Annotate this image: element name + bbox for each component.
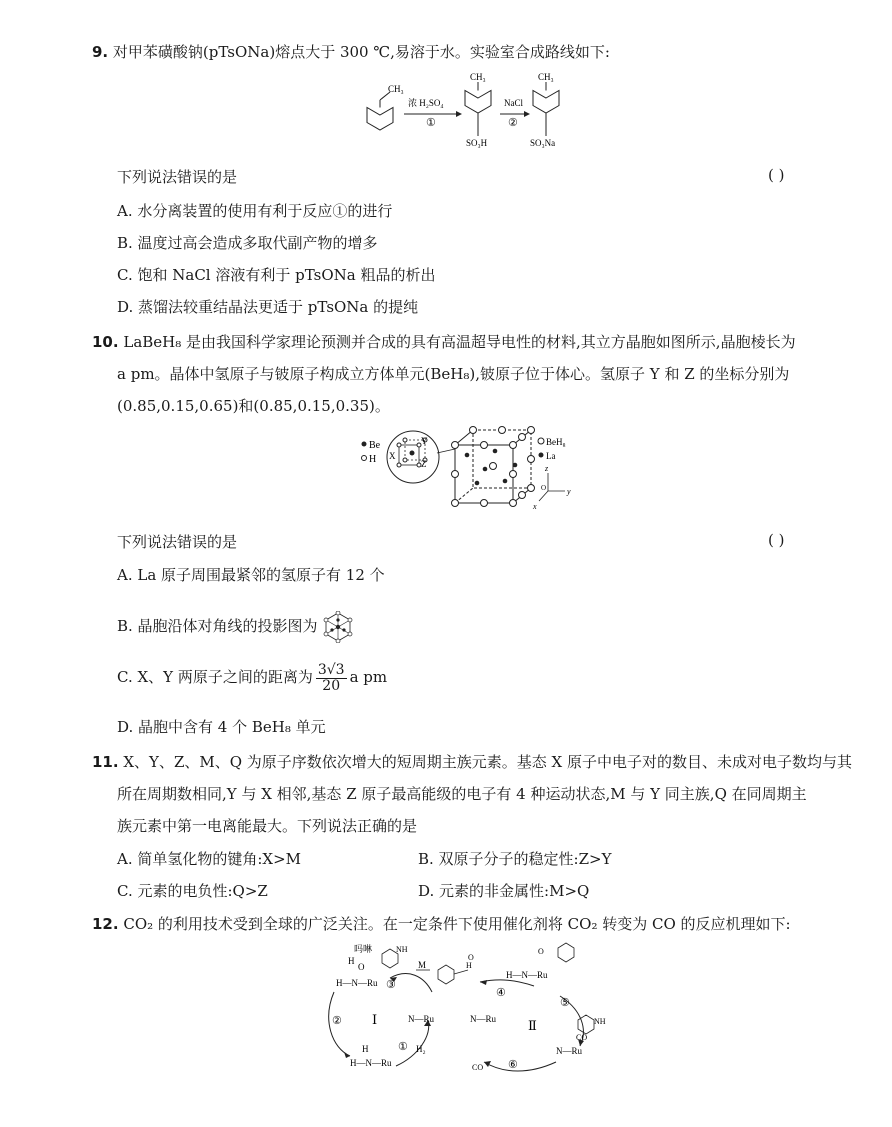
question-stem: 对甲苯磺酸钠(pTsONa)熔点大于 300 ℃,易溶于水。实验室合成路线如下: [112,43,610,61]
n-ru-1: N—Ru [408,1014,435,1024]
nh-label: NH [396,945,408,954]
coordinate-axes [532,464,571,511]
reagent-nacl: NaCl [504,98,523,108]
reagent-h2so4: 浓 H₂SO₄ [408,98,444,108]
q10-prompt: 下列说法错误的是 [117,533,238,551]
mechanism-figure [320,940,610,1078]
step-2: ② [332,1015,342,1027]
legend-h: H [369,454,377,465]
m-label: M [418,960,427,970]
axis-y-label: y [567,487,571,496]
projection-hexagon-icon [322,611,354,643]
legend-be: Be [369,440,381,451]
so3na-label: SO₃Na [530,138,556,148]
toluene-structure [367,84,404,130]
question-stem: LaBeH₈ 是由我国科学家理论预测并合成的具有高温超导电性的材料,其立方晶胞如图所示,晶胞棱长为 [123,333,796,351]
q10-option-a[interactable]: A. La 原子周围最紧邻的氢原子有 12 个 [117,566,385,584]
hn-ru-2: H—N—Ru [350,1058,392,1068]
step-5: ⑤ [560,997,570,1009]
q11-option-b[interactable]: B. 双原子分子的稳定性:Z>Y [418,850,612,868]
step-1-label: ① [426,117,436,129]
step-6: ⑥ [508,1059,518,1071]
q10-stem-line-3: (0.85,0.15,0.65)和(0.85,0.15,0.35)。 [117,397,390,415]
ch3-label: CH₃ [388,84,404,94]
cycle-1-label: Ⅰ [372,1012,378,1027]
legend-beh8: BeH₈ [546,437,566,447]
nh-label: NH [594,1017,606,1026]
h-label: H [348,956,355,966]
step-3: ③ [386,979,396,991]
q11-option-d[interactable]: D. 元素的非金属性:M>Q [418,882,590,900]
o-label: O [538,947,544,956]
h-label: H [466,961,472,970]
q9-option-c[interactable]: C. 饱和 NaCl 溶液有利于 pTsONa 粗品的析出 [117,266,436,284]
unit-cell [452,427,535,507]
q10-option-d[interactable]: D. 晶胞中含有 4 个 BeH₈ 单元 [117,718,326,736]
axis-x-label: x [533,502,537,511]
q9-prompt: 下列说法错误的是 [117,168,238,186]
option-text: a pm [349,668,388,687]
label-z: Z [421,459,427,469]
formamide-intermediate [438,953,474,984]
legend-la: La [546,451,556,461]
q10-option-c[interactable] [117,663,387,693]
n-ru-3: N—Ru [556,1046,583,1056]
q10-option-b[interactable] [117,611,354,643]
cycle-2-label: Ⅱ [528,1018,537,1033]
question-stem: CO₂ 的利用技术受到全球的广泛关注。在一定条件下使用催化剂将 CO₂ 转变为 CO 的反应机理如下: [123,915,791,933]
so3h-label: SO₃H [466,138,488,148]
step-2-label: ② [508,117,518,129]
step-1: ① [398,1041,408,1053]
option-text: B. 晶胞沿体对角线的投影图为 [117,617,318,635]
ch3-label: CH₃ [538,72,554,82]
q10-stem-line-2: a pm。晶体中氢原子与铍原子构成立方体单元(BeH₈),铍原子位于体心。氢原子 Y 和 Z 的坐标分别为 [117,365,790,383]
question-number: 10. [92,333,119,351]
hn-ru-3: H—N—Ru [506,970,548,980]
q9-stem-line [92,41,610,62]
q11-option-a[interactable]: A. 简单氢化物的键角:X>M [117,850,302,868]
h2-label: H₂ [416,1044,426,1054]
o-label: O [358,962,365,972]
ch3-label: CH₃ [470,72,486,82]
fraction-denominator: 20 [322,677,341,694]
ptsona-structure [530,72,559,148]
co-label: CO [472,1063,484,1072]
synthesis-scheme [360,70,600,160]
q11-stem-line-1 [92,751,852,772]
answer-bracket: ( ) [768,531,785,549]
fraction [316,663,347,693]
step-4: ④ [496,987,506,999]
co-label: CO [576,1033,588,1042]
beh8-unit-zoom [387,431,439,483]
label-x: X [389,451,396,461]
morpholine-label: 吗啉 [354,944,373,954]
question-number: 12. [92,915,119,933]
question-stem: X、Y、Z、M、Q 为原子序数依次增大的短周期主族元素。基态 X 原子中电子对的数目、未成对电子数均与其 [123,753,853,771]
question-number: 11. [92,753,119,771]
option-text: C. X、Y 两原子之间的距离为 [117,668,313,687]
o-label: O [468,953,474,962]
question-number: 9. [92,43,109,61]
axis-origin-label: O [541,484,547,492]
q9-option-a[interactable]: A. 水分离装置的使用有利于反应①的进行 [117,202,393,220]
crystal-cell-figure [355,425,605,520]
n-ru-2: N—Ru [470,1014,497,1024]
fraction-numerator: 3√3 [317,662,345,678]
q11-stem-line-3: 族元素中第一电离能最大。下列说法正确的是 [117,817,418,835]
hn-ru-1: H—N—Ru [336,978,378,988]
answer-bracket: ( ) [768,166,785,184]
label-y: Y [421,436,428,446]
q11-stem-line-2: 所在周期数相同,Y 与 X 相邻,基态 Z 原子最高能级的电子有 4 种运动状态,M 与 Y 同主族,Q 在同周期主 [117,785,807,803]
h-label: H [362,1044,369,1054]
q9-option-d[interactable]: D. 蒸馏法较重结晶法更适于 pTsONa 的提纯 [117,298,419,316]
axis-z-label: z [545,464,549,473]
cycle-2 [470,943,606,1072]
q11-option-c[interactable]: C. 元素的电负性:Q>Z [117,882,268,900]
q9-option-b[interactable]: B. 温度过高会造成多取代副产物的增多 [117,234,378,252]
ptsoh-structure [465,72,491,148]
q10-stem-line-1 [92,331,796,352]
q12-stem-line [92,913,791,934]
cycle-1 [329,943,435,1068]
